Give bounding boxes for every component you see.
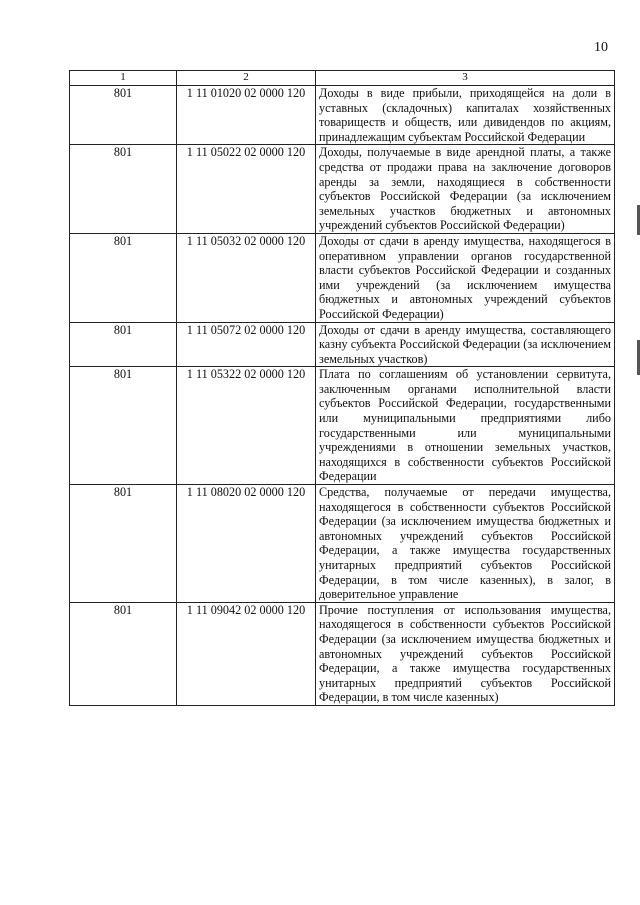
description-cell: Плата по соглашениям об установлении сервитута, заключенным органами исполнительной власти субъектов Российской Федерации, государственными или муниципальными предприятиями либо государственными или муниципальными учреждениями в отношении земельных участков, находящихся в собственности субъектов Российской Федерации [316,367,615,485]
description-cell: Прочие поступления от использования имущества, находящегося в собственности субъектов Российской Федерации (за исключением имущества бюджетных и автономных учреждений субъектов Российской Федерации, а также имущества государственных унитарных предприятий субъектов Российской Федерации, в том числе казенных) [316,602,615,705]
description-cell: Доходы от сдачи в аренду имущества, находящегося в оперативном управлении органов государственной власти субъектов Российской Федерации и созданных ими учреждений (за исключением имущества бюджетных и автономных учреждений субъектов Российской Федерации) [316,233,615,322]
description-cell: Средства, получаемые от передачи имущества, находящегося в собственности субъектов Российской Федерации (за исключением имущества бюджетных и автономных учреждений субъектов Российской Федерации, а также имущества государственных унитарных предприятий субъектов Российской Федерации, в том числе казенных), в залог, в доверительное управление [316,485,615,603]
table-row [70,485,615,603]
budget-code-cell: 1 11 05022 02 0000 120 [177,145,316,234]
revenue-codes-table [69,70,615,706]
page-number: 10 [594,40,608,55]
admin-code-cell: 801 [70,86,177,145]
budget-code-cell: 1 11 01020 02 0000 120 [177,86,316,145]
description-cell: Доходы, получаемые в виде арендной платы, а также средства от продажи права на заключение договоров аренды за земли, находящиеся в собственности субъектов Российской Федерации (за исключением земельных участков бюджетных и автономных учреждений субъектов Российской Федерации) [316,145,615,234]
table-row [70,86,615,145]
admin-code-cell: 801 [70,145,177,234]
budget-code-cell: 1 11 05032 02 0000 120 [177,233,316,322]
column-header: 3 [316,71,615,86]
table-row [70,322,615,367]
description-cell: Доходы в виде прибыли, приходящейся на доли в уставных (складочных) капиталах хозяйственных товариществ и обществ, или дивидендов по акциям, принадлежащим субъектам Российской Федерации [316,86,615,145]
column-header: 1 [70,71,177,86]
budget-code-cell: 1 11 05072 02 0000 120 [177,322,316,367]
budget-code-cell: 1 11 08020 02 0000 120 [177,485,316,603]
budget-code-cell: 1 11 05322 02 0000 120 [177,367,316,485]
description-cell: Доходы от сдачи в аренду имущества, составляющего казну субъекта Российской Федерации (за исключением земельных участков) [316,322,615,367]
table-header-row [70,71,615,86]
budget-code-cell: 1 11 09042 02 0000 120 [177,602,316,705]
admin-code-cell: 801 [70,367,177,485]
table-row [70,367,615,485]
admin-code-cell: 801 [70,485,177,603]
admin-code-cell: 801 [70,233,177,322]
table-row [70,233,615,322]
admin-code-cell: 801 [70,602,177,705]
admin-code-cell: 801 [70,322,177,367]
column-header: 2 [177,71,316,86]
table-row [70,602,615,705]
table-row [70,145,615,234]
